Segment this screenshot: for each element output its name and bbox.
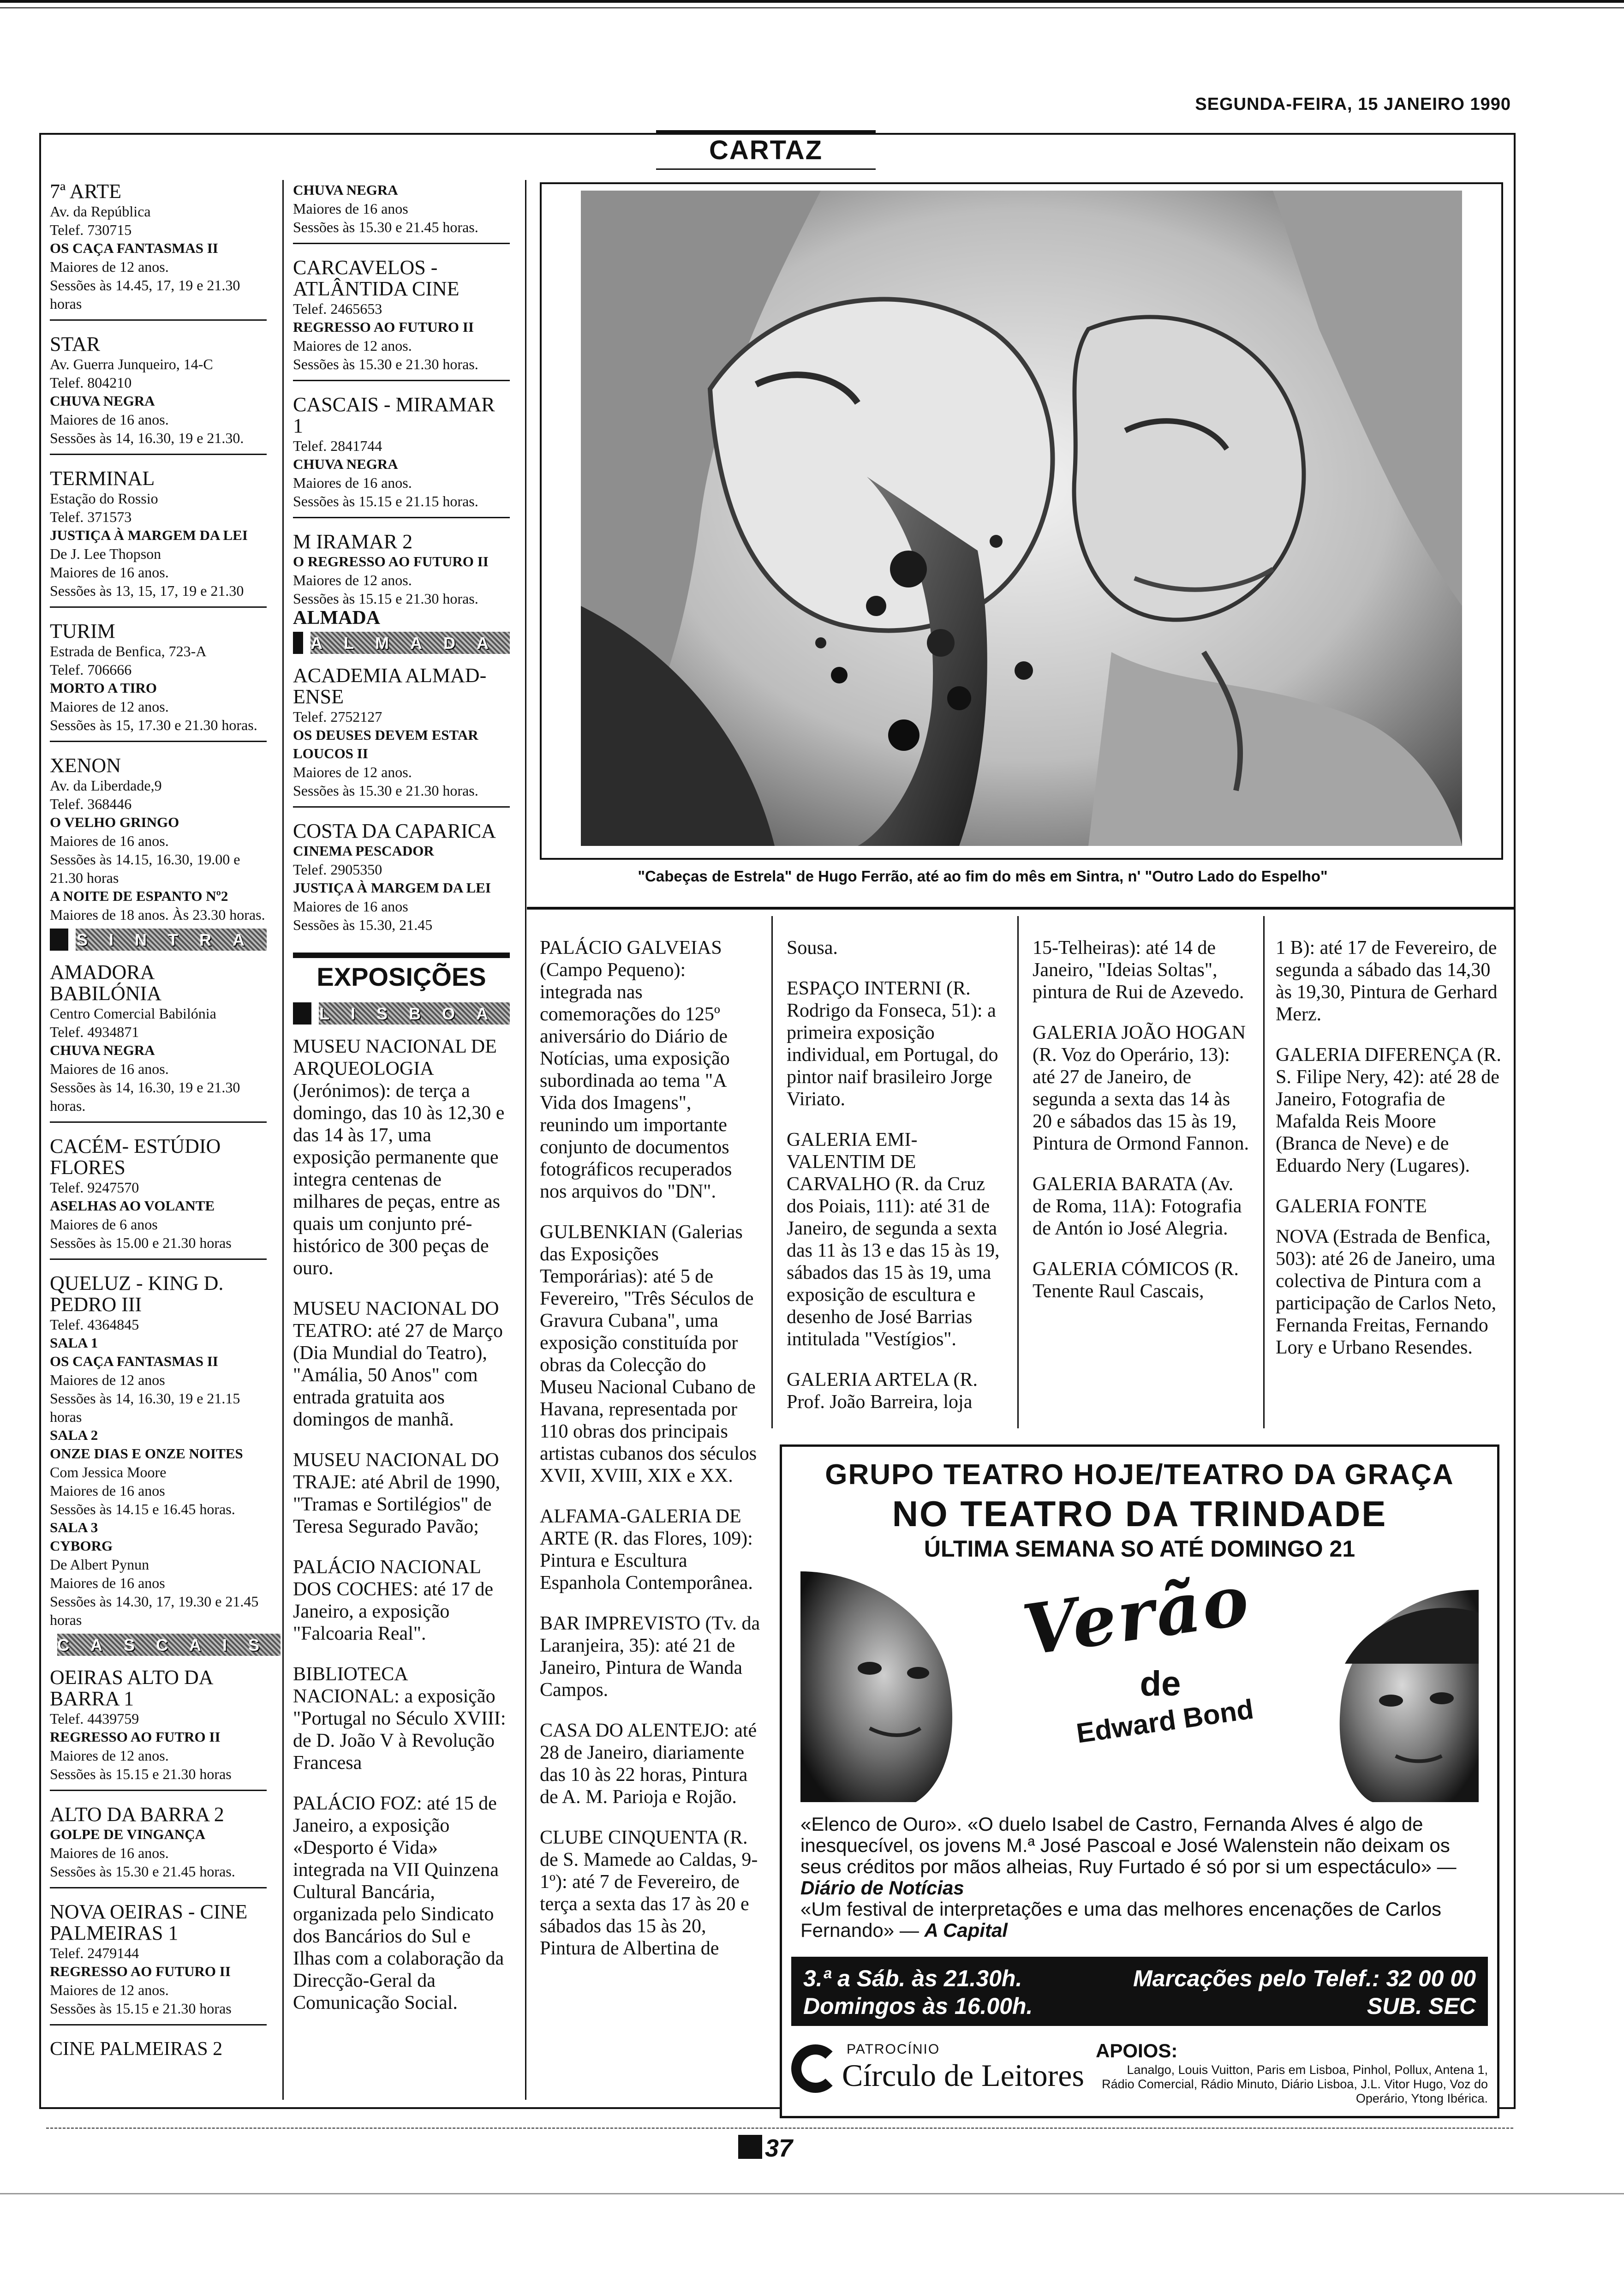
- exhibition-entry: [1033, 1173, 1254, 1240]
- age-rating: Maiores de 16 anos.: [50, 1845, 169, 1861]
- artwork-photo-frame: [540, 182, 1503, 860]
- exhibition-entry: [540, 1505, 761, 1594]
- exhibition-text: (R. Tenente Raul Cascais,: [1033, 1258, 1239, 1302]
- scan-edge-line: [0, 2193, 1624, 2194]
- column-divider-4: [1017, 916, 1019, 1428]
- cinema-listing: [50, 621, 267, 742]
- cinema-column-2: [293, 181, 510, 2014]
- cinema-phone: Telef. 804210: [50, 374, 132, 391]
- age-rating: Maiores de 12 anos.: [50, 1982, 169, 1998]
- exhibition-entry: [1276, 1195, 1502, 1217]
- film-title: CHUVA NEGRA: [293, 182, 398, 198]
- exhibition-entry: [293, 1556, 510, 1645]
- cinema-name: OEIRAS ALTO DA BARRA 1: [50, 1666, 213, 1710]
- exhibition-venue: GALERIA ARTELA: [787, 1369, 949, 1390]
- age-rating: Maiores de 16 anos.: [50, 833, 169, 849]
- film-title: REGRESSO AO FUTURO II: [50, 1963, 231, 1979]
- film-title: OS DEUSES DEVEM ESTAR LOUCOS II: [293, 727, 478, 761]
- cinema-phone: Telef. 2465653: [293, 300, 382, 317]
- exhibition-venue: GALERIA FONTE: [1276, 1196, 1427, 1217]
- age-rating: Maiores de 16 anos.: [50, 1061, 169, 1077]
- film-title: OS CAÇA FANTASMAS II: [50, 240, 218, 256]
- ad-company: GRUPO TEATRO HOJE/TEATRO DA GRAÇA: [825, 1459, 1454, 1491]
- exhibitions-column-6: [1276, 937, 1502, 1377]
- exhibition-entry: [1276, 1226, 1502, 1359]
- film-title: A NOITE DE ESPANTO Nº2: [50, 888, 228, 904]
- film-title: CHUVA NEGRA: [50, 393, 155, 409]
- cinema-listing: [50, 1667, 267, 1791]
- cinema-listing: [50, 1136, 267, 1260]
- cinema-address: Estrada de Benfica, 723-A: [50, 643, 207, 659]
- cinema-name: CARCAVELOS - ATLÂNTIDA CINE: [293, 256, 460, 300]
- film-title: CYBORG: [50, 1538, 113, 1554]
- review-quote: «Um festival de interpretações e uma das melhores encenações de Carlos Fernando» —: [800, 1898, 1442, 1941]
- exhibition-venue: MUSEU NACIONAL DO TRAJE:: [293, 1450, 499, 1493]
- cinema-name: CACÉM- ESTÚDIO FLORES: [50, 1135, 221, 1179]
- cinema-listing: [50, 1273, 267, 1629]
- age-rating: Maiores de 12 anos.: [293, 337, 412, 354]
- cinema-phone: Telef. 2841744: [293, 437, 382, 454]
- exhibitions-heading: EXPOSIÇÕES: [293, 953, 510, 992]
- cinema-address: Centro Comercial Babilónia: [50, 1005, 216, 1022]
- exhibition-text: (Jerónimos): de terça a domingo, das 10 às 12,30 e das 14 às 17, uma exposição permanente que integra centenas de milhares de peças, entre as quais um conjunto pré-histórico de 300 peças de ouro.: [293, 1080, 505, 1279]
- cinema-phone: Telef. 4934871: [50, 1024, 139, 1040]
- exhibition-text: (R. Prof. João Barreira, loja: [787, 1369, 978, 1413]
- exhibition-text: até 27 de Março (Dia Mundial do Teatro), "Amália, 50 Anos" com entrada gratuita aos domingos de manhã.: [293, 1320, 503, 1430]
- cinema-phone: Telef. 2479144: [50, 1945, 139, 1961]
- cinema-name: COSTA DA CAPARICA: [293, 820, 496, 842]
- cinema-name: NOVA OEIRAS - CINE PALMEIRAS 1: [50, 1900, 248, 1944]
- exhibition-text: (Av. de Roma, 11A): Fotografia de Antón io José Alegria.: [1033, 1174, 1242, 1239]
- exhibition-entry: [293, 1663, 510, 1774]
- exhibition-text: (R. Voz do Operário, 13): até 27 de Janeiro, de segunda a sexta das 14 às 20 e sábados das 15 às 19, Pintura de Ormond Fannon.: [1033, 1044, 1249, 1154]
- section-bar-lisboa: LISBOA: [293, 1002, 510, 1025]
- cinema-phone: Telef. 730715: [50, 222, 132, 238]
- sponsor-name: Círculo de Leitores: [842, 2058, 1084, 2093]
- film-title: JUSTIÇA À MARGEM DA LEI: [293, 880, 491, 896]
- session-times: Sessões às 15.30 e 21.30 horas.: [293, 356, 478, 372]
- session-times: Sessões às 14.15 e 16.45 horas.: [50, 1501, 235, 1517]
- age-rating: Maiores de 16 anos: [293, 898, 408, 915]
- cinema-listing: [293, 181, 510, 244]
- exhibition-venue: GALERIA CÓMICOS: [1033, 1258, 1210, 1280]
- film-title: GOLPE DE VINGANÇA: [50, 1826, 206, 1842]
- cinema-listing: [50, 334, 267, 455]
- booking-phone: Marcações pelo Telef.: 32 00 00: [1133, 1965, 1476, 1991]
- session-times: Sessões às 14, 16.30, 19 e 21.15 horas: [50, 1390, 240, 1425]
- ad-review-quotes: [800, 1814, 1479, 1941]
- exhibition-text: (Tv. da Laranjeira, 35): até 21 de Janeiro, Pintura de Wanda Campos.: [540, 1613, 760, 1701]
- cinema-listing: [50, 181, 267, 321]
- frame-left: [39, 133, 41, 2109]
- exhibition-text: até 17 de Janeiro, a exposição "Falcoaria Real".: [293, 1579, 493, 1644]
- exhibition-entry: [293, 1036, 510, 1279]
- exhibition-text: até 28 de Janeiro, diariamente das 10 às 22 horas, Pintura de A. M. Parioja e Rojão.: [540, 1720, 757, 1808]
- session-times: Sessões às 15.30, 21.45: [293, 917, 433, 933]
- exhibition-venue: GALERIA BARATA: [1033, 1174, 1196, 1195]
- exhibition-venue: MUSEU NACIONAL DO TEATRO:: [293, 1298, 499, 1342]
- age-rating: Maiores de 16 anos.: [50, 564, 169, 581]
- session-times: Sessões às 15.30 e 21.45 horas.: [293, 219, 478, 235]
- exhibition-text: Sousa.: [787, 937, 838, 959]
- exhibition-venue: GALERIA DIFERENÇA: [1276, 1044, 1472, 1066]
- exhibition-entry: [1276, 1044, 1502, 1177]
- schedule-weekdays: 3.ª a Sáb. às 21.30h.: [803, 1965, 1022, 1991]
- exhibition-entry: [540, 1612, 761, 1701]
- exhibition-entry: [787, 937, 1008, 959]
- cinema-address: Av. da Liberdade,9: [50, 777, 162, 794]
- film-title: REGRESSO AO FUTRO II: [50, 1729, 221, 1745]
- cinema-address: Av. da República: [50, 203, 151, 220]
- exhibition-text: (R. de S. Mamede ao Caldas, 9-1º): até 7 de Fevereiro, de terça a sexta das 17 às 20 e sábados das 15 às 20, Pintura de Albertina de: [540, 1827, 758, 1959]
- cinema-name: AMADORA BABILÓNIA: [50, 961, 161, 1005]
- film-director: De Albert Pynun: [50, 1556, 149, 1573]
- exhibition-text: (Galerias das Exposições Temporárias): até 5 de Fevereiro, "Três Séculos de Gravura Cubana", uma exposição constituída por obras da Colecção do Museu Nacional Cubano de Havana, representada por 110 obras dos principais artistas cubanos dos séculos XVII, XVIII, XIX e XX.: [540, 1222, 757, 1486]
- age-rating: Maiores de 12 anos: [50, 1372, 165, 1388]
- exhibition-entry: [1033, 1022, 1254, 1155]
- age-rating: Maiores de 6 anos: [50, 1216, 158, 1233]
- review-source: Diário de Notícias: [800, 1877, 964, 1899]
- ad-author: Edward Bond: [1074, 1693, 1256, 1749]
- exhibition-text: a exposição "Portugal no Século XVIII: de D. João V à Revolução Francesa: [293, 1686, 506, 1774]
- film-title: OS CAÇA FANTASMAS II: [50, 1353, 218, 1369]
- apoios-label: APOIOS:: [1096, 2040, 1178, 2061]
- ad-play-title: Verão: [1018, 1559, 1255, 1672]
- film-title: REGRESSO AO FUTURO II: [293, 319, 474, 335]
- screen-label: SALA 2: [50, 1427, 98, 1443]
- photo-caption: "Cabeças de Estrela" de Hugo Ferrão, até ao fim do mês em Sintra, n' "Outro Lado do Espelho": [638, 868, 1328, 885]
- film-title: O REGRESSO AO FUTURO II: [293, 553, 489, 569]
- cinema-name: XENON: [50, 754, 121, 777]
- cinema-name: TERMINAL: [50, 467, 155, 490]
- exhibition-venue: BIBLIOTECA NACIONAL:: [293, 1664, 407, 1707]
- column-divider-2: [525, 180, 526, 2100]
- cinema-phone: Telef. 4439759: [50, 1710, 139, 1727]
- exhibition-entry: [540, 937, 761, 1203]
- age-rating: Maiores de 12 anos.: [293, 572, 412, 588]
- exhibition-text: (R. da Cruz dos Poiais, 111): até 31 de Janeiro, de segunda a sexta das 11 às 13 e das 15 às 19, sábados das 15 às 19, uma exposição de escultura e desenho de José Barrias intitulada "Vestígios".: [787, 1174, 1000, 1350]
- exhibition-text: (R. S. Filipe Nery, 42): até 28 de Janeiro, Fotografia de Mafalda Reis Moore (Branca de Neve) e de Eduardo Nery (Lugares).: [1276, 1044, 1501, 1176]
- age-rating: Maiores de 12 anos.: [50, 1747, 169, 1764]
- cinema-listing: [50, 1804, 267, 1888]
- age-rating: Maiores de 18 anos. Às 23.30 horas.: [50, 906, 265, 923]
- apoios-list: Lanalgo, Louis Vuitton, Paris em Lisboa, Pinhol, Pollux, Antena 1, Rádio Comercial, Rádio Minuto, Diário Lisboa, J.L. Vitor Hugo, Voz do Operário, Ytong Ibérica.: [1102, 2063, 1488, 2105]
- exhibition-venue: GULBENKIAN: [540, 1222, 667, 1243]
- exhibitions-column-5: [1033, 937, 1254, 1321]
- cinema-name: QUELUZ - KING D. PEDRO III: [50, 1272, 224, 1316]
- exhibition-entry: [1276, 937, 1502, 1025]
- exhibition-entry: [787, 1129, 1008, 1350]
- ad-venue: NO TEATRO DA TRINDADE: [892, 1493, 1387, 1534]
- cinema-name: 7ª ARTE: [50, 180, 121, 203]
- region-label: ALMADA: [293, 607, 380, 629]
- schedule-sundays: Domingos às 16.00h.: [803, 1993, 1033, 2019]
- cinema-name: CINE PALMEIRAS 2: [50, 2038, 223, 2060]
- age-rating: Maiores de 16 anos: [293, 200, 408, 217]
- session-times: Sessões às 14.30, 17, 19.30 e 21.45 horas: [50, 1593, 259, 1628]
- age-rating: Maiores de 12 anos.: [293, 764, 412, 780]
- cinema-phone: Telef. 2905350: [293, 861, 382, 878]
- exhibition-text: 15-Telheiras): até 14 de Janeiro, "Ideias Soltas", pintura de Rui de Azevedo.: [1033, 937, 1244, 1003]
- patrocinio-label: PATROCÍNIO: [847, 2042, 940, 2057]
- film-director: De J. Lee Thopson: [50, 545, 161, 562]
- exhibition-venue: NOVA: [1276, 1226, 1328, 1247]
- exhibition-text: até 15 de Janeiro, a exposição «Desporto é Vida» integrada na VII Quinzena Cultural Bancária, organizada pelo Sindicato dos Bancários do Sul e Ilhas com a colaboração da Direcção-Geral da Comunicação Social.: [293, 1793, 504, 2013]
- exhibition-venue: GALERIA JOÃO HOGAN: [1033, 1022, 1246, 1043]
- page-title: CARTAZ: [709, 135, 823, 165]
- cinema-phone: Telef. 368446: [50, 796, 132, 812]
- age-rating: Maiores de 12 anos.: [50, 698, 169, 715]
- session-times: Sessões às 15.15 e 21.30 horas: [50, 1766, 232, 1782]
- circulo-logo-icon: [791, 2044, 840, 2093]
- exhibition-text: (R. Rodrigo da Fonseca, 51): a primeira exposição individual, em Portugal, do pintor naif brasileiro Jorge Viriato.: [787, 978, 998, 1110]
- cinema-name: ACADEMIA ALMAD-ENSE: [293, 664, 487, 708]
- session-times: Sessões às 14, 16.30, 19 e 21.30 horas.: [50, 1079, 240, 1114]
- exhibition-venue: PALÁCIO FOZ:: [293, 1793, 422, 1814]
- film-title: MORTO A TIRO: [50, 680, 157, 696]
- screen-label: SALA 1: [50, 1335, 98, 1351]
- top-rule-thin: [0, 7, 1624, 8]
- session-times: Sessões às 15.00 e 21.30 horas: [50, 1234, 232, 1251]
- artwork-photo: [581, 191, 1462, 846]
- session-times: Sessões às 15.30 e 21.30 horas.: [293, 782, 478, 799]
- exhibition-entry: [540, 1221, 761, 1487]
- cinema-listing: [50, 1901, 267, 2025]
- cinema-phone: Telef. 9247570: [50, 1179, 139, 1196]
- exhibition-entry: [540, 1720, 761, 1808]
- exhibition-entry: [1033, 1258, 1254, 1302]
- session-times: Sessões às 14, 16.30, 19 e 21.30.: [50, 430, 244, 446]
- cinema-listing: [50, 962, 267, 1123]
- review-quote: «Elenco de Ouro». «O duelo Isabel de Castro, Fernanda Alves é algo de inesquecível, os jovens M.ª José Pascoal e José Walenstein não deixam os seus créditos por mãos alheias, Ruy Furtado é só por si um espectáculo» —: [800, 1813, 1457, 1877]
- session-times: Sessões às 15.15 e 21.15 horas.: [293, 493, 478, 509]
- section-bar-cascais: CASCAIS: [50, 1634, 267, 1656]
- exhibition-text: (R. das Flores, 109): Pintura e Escultura Espanhola Contemporânea.: [540, 1528, 753, 1594]
- session-times: Sessões às 15.15 e 21.30 horas: [50, 2000, 232, 2017]
- paper-logo-icon: [738, 2135, 762, 2159]
- cinema-name: STAR: [50, 333, 100, 355]
- exhibition-venue: GALERIA EMI-VALENTIM DE CARVALHO: [787, 1129, 918, 1195]
- review-source: A Capital: [924, 1919, 1008, 1941]
- sub-sec: SUB. SEC: [1367, 1993, 1476, 2019]
- exhibition-entry: [293, 1792, 510, 2014]
- cinema-name: TURIM: [50, 620, 115, 642]
- cinema-name: CASCAIS - MIRAMAR 1: [293, 393, 495, 437]
- frame-top: [39, 133, 1516, 135]
- cinema-column-1: [50, 180, 281, 2060]
- cinema-listing: [293, 257, 510, 381]
- exhibition-entry: [293, 1298, 510, 1431]
- cinema-listing: [293, 394, 510, 518]
- cinema-phone: Telef. 371573: [50, 509, 132, 525]
- session-times: Sessões às 14.45, 17, 19 e 21.30 horas: [50, 277, 240, 312]
- session-times: Sessões às 13, 15, 17, 19 e 21.30: [50, 582, 244, 599]
- film-title: CHUVA NEGRA: [293, 456, 398, 472]
- film-cast: Com Jessica Moore: [50, 1464, 167, 1480]
- age-rating: Maiores de 16 anos: [50, 1575, 165, 1591]
- exhibitions-column-4: [787, 937, 1008, 1432]
- film-title: ONZE DIAS E ONZE NOITES: [50, 1445, 243, 1462]
- ad-de: de: [1140, 1664, 1181, 1703]
- cinema-name: ALTO DA BARRA 2: [50, 1803, 224, 1826]
- film-title: CHUVA NEGRA: [50, 1042, 155, 1058]
- exhibition-text: até Abril de 1990, "Tramas e Sortilégios" de Teresa Segurado Pavão;: [293, 1472, 501, 1537]
- cinema-address: Estação do Rossio: [50, 490, 158, 507]
- cinema-listing: [293, 531, 510, 628]
- cinema-phone: Telef. 706666: [50, 661, 132, 678]
- age-rating: Maiores de 16 anos.: [293, 474, 412, 491]
- title-rule-bottom: [656, 168, 876, 170]
- section-bar-almada: ALMADA: [293, 632, 510, 654]
- page-number-text: 37: [765, 2134, 793, 2162]
- exhibition-list: [293, 1036, 510, 2014]
- bottom-dashed-rule: [46, 2127, 1513, 2129]
- photo-bottom-rule: [527, 907, 1516, 910]
- session-times: Sessões às 15.15 e 21.30 horas.: [293, 590, 478, 607]
- age-rating: Maiores de 16 anos: [50, 1482, 165, 1499]
- age-rating: Maiores de 16 anos.: [50, 411, 169, 428]
- cinema-address: Av. Guerra Junqueiro, 14-C: [50, 356, 213, 372]
- age-rating: Maiores de 12 anos.: [50, 258, 169, 275]
- film-title: JUSTIÇA À MARGEM DA LEI: [50, 527, 248, 543]
- section-bar-sintra: SINTRA: [50, 929, 267, 951]
- column-divider-3: [771, 916, 773, 1428]
- exhibition-venue: ESPAÇO INTERNI: [787, 978, 942, 999]
- column-divider-1: [282, 180, 284, 2100]
- exhibition-venue: CASA DO ALENTEJO:: [540, 1720, 729, 1741]
- frame-right: [1514, 133, 1516, 2109]
- film-title: ASELHAS AO VOLANTE: [50, 1198, 215, 1214]
- exhibition-text: (Campo Pequeno): integrada nas comemorações do 125º aniversário do Diário de Notícias, uma exposição subordinada ao tema "A Vida dos Imagens", reunindo um importante conjunto de documentos fotográficos recuperados nos arquivos do "DN".: [540, 959, 732, 1202]
- cinema-phone: Telef. 4364845: [50, 1316, 139, 1333]
- exhibition-venue: ALFAMA-GALERIA DE ARTE: [540, 1506, 741, 1549]
- page-number: [738, 2130, 794, 2163]
- session-times: Sessões às 15, 17.30 e 21.30 horas.: [50, 717, 257, 733]
- exhibition-entry: [1033, 937, 1254, 1003]
- session-times: Sessões às 14.15, 16.30, 19.00 e 21.30 horas: [50, 851, 240, 886]
- venue-name: CINEMA PESCADOR: [293, 843, 434, 859]
- exhibition-entry: [787, 977, 1008, 1110]
- exhibition-venue: PALÁCIO NACIONAL DOS COCHES:: [293, 1557, 481, 1600]
- top-rule: [0, 0, 1624, 3]
- exhibition-venue: MUSEU NACIONAL DE ARQUEOLOGIA: [293, 1036, 497, 1079]
- ad-run-notice: ÚLTIMA SEMANA SO ATÉ DOMINGO 21: [924, 1536, 1355, 1562]
- exhibition-text: (Estrada de Benfica, 503): até 26 de Janeiro, uma colectiva de Pintura com a participação de Carlos Neto, Fernanda Freitas, Fernando Lory e Urbano Resendes.: [1276, 1226, 1497, 1358]
- ad-schedule-bar: [791, 1957, 1488, 2026]
- exhibition-entry: [540, 1827, 761, 1959]
- dateline: SEGUNDA-FEIRA, 15 JANEIRO 1990: [1195, 95, 1511, 114]
- exhibition-venue: BAR IMPREVISTO: [540, 1613, 701, 1634]
- cinema-name: M IRAMAR 2: [293, 530, 413, 553]
- exhibition-venue: CLUBE CINQUENTA: [540, 1827, 719, 1848]
- cinema-listing: [50, 755, 267, 924]
- exhibition-entry: [293, 1449, 510, 1538]
- exhibition-entry: [787, 1369, 1008, 1413]
- exhibition-venue: PALÁCIO GALVEIAS: [540, 937, 722, 959]
- theatre-advertisement: [780, 1444, 1499, 2118]
- cinema-phone: Telef. 2752127: [293, 708, 382, 725]
- column-divider-5: [1263, 916, 1265, 1428]
- film-title: O VELHO GRINGO: [50, 814, 179, 830]
- exhibitions-column-3: [540, 937, 761, 1978]
- session-times: Sessões às 15.30 e 21.45 horas.: [50, 1863, 235, 1880]
- ad-sponsors: [791, 2040, 1488, 2109]
- exhibition-text: 1 B): até 17 de Fevereiro, de segunda a sábado das 14,30 às 19,30, Pintura de Gerhard Merz.: [1276, 937, 1498, 1025]
- cinema-listing: [50, 468, 267, 608]
- screen-label: SALA 3: [50, 1519, 98, 1535]
- cinema-listing: [293, 665, 510, 808]
- cinema-listing: [293, 821, 510, 934]
